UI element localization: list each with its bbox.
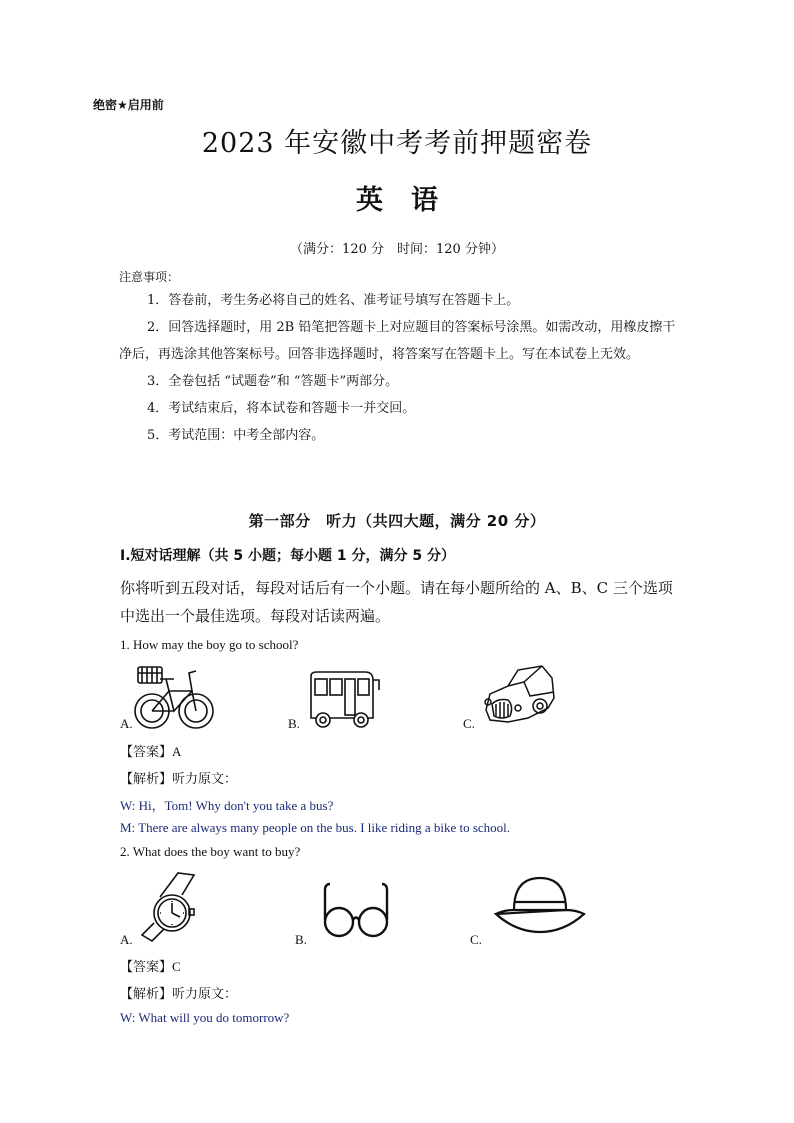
script-line: W: What will you do tomorrow? [120, 1010, 290, 1025]
analysis-text: 听力原文： [172, 987, 238, 1002]
option-c-label: C. [463, 716, 475, 731]
option-c-label: C. [470, 932, 482, 947]
question-1-text: 1. How may the boy go to school? [120, 637, 299, 652]
option-a-label: A. [120, 716, 133, 731]
glasses-icon [322, 880, 390, 940]
answer-1 [120, 741, 181, 760]
car-icon [478, 662, 558, 732]
bicycle-icon [134, 661, 214, 733]
notice-item: 3．全卷包括 “试题卷”和 “答题卡”两部分。 [147, 374, 399, 389]
option-a-label: A. [120, 932, 133, 947]
section-instructions: 你将听到五段对话，每段对话后有一个小题。请在每小题所给的 A、B、C 三个选项中选出一个最佳选项。每段对话读两遍。 [120, 579, 673, 625]
bus-icon [305, 670, 381, 730]
hat-icon [494, 874, 586, 936]
notice-item: 2．回答选择题时，用 2B 铅笔把答题卡上对应题目的答案标号涂黑。如需改动，用橡皮擦干净后，再选涂其他答案标号。回答非选择题时，将答案写在答题卡上。写在本试卷上无效。 [119, 320, 676, 362]
analysis-1 [120, 768, 237, 787]
analysis-2 [120, 983, 237, 1002]
answer-2 [120, 956, 181, 975]
option-b-label: B. [288, 716, 300, 731]
analysis-text: 听力原文： [172, 772, 238, 787]
notice-item: 5．考试范围：中考全部内容。 [147, 428, 325, 443]
answer-value: A [172, 744, 182, 759]
notice-list [119, 287, 679, 449]
exam-meta: （满分：120 分 时间：120 分钟） [290, 242, 504, 257]
watch-icon [138, 871, 212, 943]
script-line: W: Hi，Tom! Why don't you take a bus? [120, 798, 334, 813]
confidential-label: 绝密★启用前 [93, 98, 164, 112]
section-title: Ⅰ.短对话理解（共 5 小题；每小题 1 分，满分 5 分） [120, 548, 455, 564]
answer-label: 【答案】 [120, 745, 173, 760]
notice-heading: 注意事项： [119, 270, 180, 284]
question-2-text: 2. What does the boy want to buy? [120, 844, 301, 859]
analysis-label: 【解析】 [120, 987, 173, 1002]
exam-title: 2023 年安徽中考考前押题密卷 [201, 128, 593, 159]
option-b-label: B. [295, 932, 307, 947]
subject-title: 英语 [356, 185, 466, 216]
part-title: 第一部分 听力（共四大题，满分 20 分） [248, 512, 546, 530]
answer-value: C [172, 959, 181, 974]
answer-label: 【答案】 [120, 960, 173, 975]
notice-item: 1．答卷前，考生务必将自己的姓名、准考证号填写在答题卡上。 [147, 293, 520, 308]
notice-item: 4．考试结束后，将本试卷和答题卡一并交回。 [147, 401, 416, 416]
script-line: M: There are always many people on the bus. I like riding a bike to school. [120, 820, 511, 835]
analysis-label: 【解析】 [120, 772, 173, 787]
